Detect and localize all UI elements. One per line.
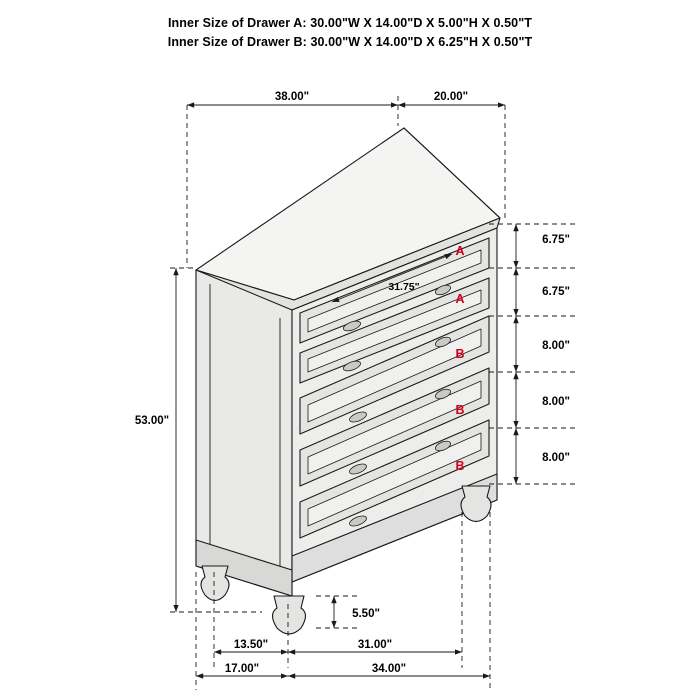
dim-label-3175: 31.75": [388, 281, 420, 293]
drawer-label-4: B: [455, 403, 465, 417]
dim-label-3400: 34.00": [371, 663, 407, 675]
header-line-1: Inner Size of Drawer A: 30.00"W X 14.00"D X 5.00"H X 0.50"T: [167, 16, 532, 30]
drawer-label-3: B: [455, 347, 465, 361]
dim-label-675-2: 6.75": [542, 286, 570, 298]
dim-label-38: 38.00": [274, 91, 310, 103]
dim-label-800-2: 8.00": [542, 396, 570, 408]
drawer-label-1: A: [455, 244, 465, 258]
dim-label-3100: 31.00": [357, 639, 393, 651]
dim-label-53: 53.00": [134, 415, 170, 427]
leg-front-left: [273, 596, 306, 634]
leg-back-left: [201, 566, 229, 601]
drawer-label-5: B: [455, 459, 465, 473]
dim-label-800-1: 8.00": [542, 340, 570, 352]
header-line-2: Inner Size of Drawer B: 30.00"W X 14.00"D X 6.25"H X 0.50"T: [167, 35, 533, 49]
leg-front-right: [461, 486, 491, 522]
dim-label-1700: 17.00": [224, 663, 260, 675]
dim-label-1350: 13.50": [233, 639, 269, 651]
drawer-label-2: A: [455, 292, 465, 306]
dim-label-800-3: 8.00": [542, 452, 570, 464]
dim-label-550: 5.50": [352, 608, 380, 620]
dim-label-675-1: 6.75": [542, 234, 570, 246]
dim-label-20: 20.00": [433, 91, 469, 103]
chest-body: [196, 128, 500, 634]
